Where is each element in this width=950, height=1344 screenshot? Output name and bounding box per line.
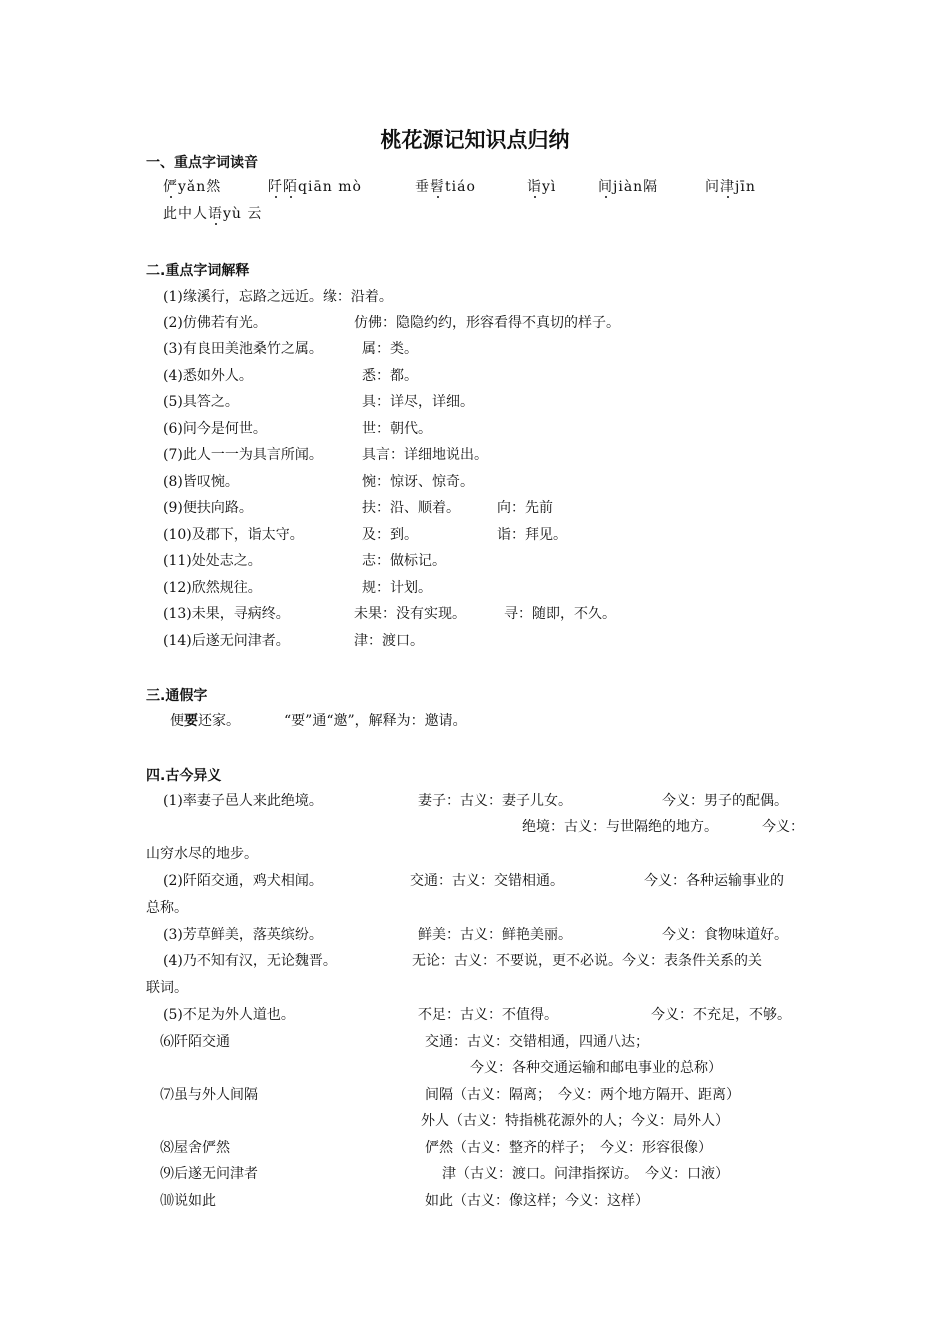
definition-meaning-2: 寻：随即，不久。 bbox=[504, 606, 616, 622]
definition-row: (4)悉如外人。 bbox=[163, 368, 253, 384]
pron-item-7: 此中人语yù 云 bbox=[163, 206, 263, 222]
definition-row: (14)后遂无问津者。 bbox=[163, 633, 290, 649]
ancient-meaning: 鲜美：古义：鲜艳美丽。 bbox=[418, 927, 572, 943]
continued-text: 山穷水尽的地步。 bbox=[146, 846, 258, 862]
definition-meaning: 志：做标记。 bbox=[362, 553, 446, 569]
definition-meaning: 悉：都。 bbox=[362, 368, 418, 384]
definition-row: (6)问今是何世。 bbox=[163, 421, 267, 437]
definition-meaning: 世：朝代。 bbox=[362, 421, 432, 437]
pron-item-5: 间jiàn隔 bbox=[598, 179, 659, 195]
definition-meaning: 具言：详细地说出。 bbox=[362, 447, 488, 463]
definition-row: (7)此人一一为具言所闻。 bbox=[163, 447, 323, 463]
ancient-modern-meaning: 俨然（古义：整齐的样子； 今义：形容很像） bbox=[425, 1140, 712, 1156]
definition-meaning: 惋：惊讶、惊奇。 bbox=[362, 474, 474, 490]
definition-row: (11)处处志之。 bbox=[163, 553, 262, 569]
definition-meaning: 仿佛：隐隐约约，形容看得不真切的样子。 bbox=[354, 315, 620, 331]
pron-item-3: 垂髫tiáo bbox=[415, 179, 476, 195]
ancient-modern-row: ⑽说如此 bbox=[160, 1193, 216, 1209]
ancient-modern-row: (5)不足为外人道也。 bbox=[163, 1007, 295, 1023]
definition-meaning: 具：详尽，详细。 bbox=[362, 394, 474, 410]
pron-item-2: 阡陌qiān mò bbox=[268, 179, 362, 195]
section-heading-definitions: 二.重点字词解释 bbox=[146, 263, 250, 279]
interchangeable-note: “要”通“邀”，解释为：邀请。 bbox=[284, 713, 467, 729]
ancient-modern-meaning: 津（古义：渡口。问津指探访。 今义：口液） bbox=[442, 1166, 729, 1182]
ancient-modern-meaning: 外人（古义：特指桃花源外的人；今义：局外人） bbox=[421, 1113, 729, 1129]
section-heading-ancient-modern: 四.古今异义 bbox=[146, 768, 222, 784]
definition-meaning: 扶：沿、顺着。 bbox=[362, 500, 460, 516]
ancient-modern-row: (2)阡陌交通，鸡犬相闻。 bbox=[163, 873, 323, 889]
ancient-modern-row: ⑹阡陌交通 bbox=[160, 1034, 230, 1050]
definition-meaning: 未果：没有实现。 bbox=[354, 606, 466, 622]
ancient-meaning: 不足：古义：不值得。 bbox=[418, 1007, 558, 1023]
ancient-modern-row: (1)率妻子邑人来此绝境。 bbox=[163, 793, 323, 809]
page-title: 桃花源记知识点归纳 bbox=[380, 128, 570, 152]
ancient-modern-row: (3)芳草鲜美，落英缤纷。 bbox=[163, 927, 323, 943]
modern-meaning: 今义：各种运输事业的 bbox=[644, 873, 784, 889]
definition-row: (5)具答之。 bbox=[163, 394, 239, 410]
section-heading-interchangeable: 三.通假字 bbox=[146, 688, 208, 704]
ancient-modern-row: ⑼后遂无问津者 bbox=[160, 1166, 258, 1182]
definition-meaning: 津：渡口。 bbox=[354, 633, 424, 649]
ancient-meaning: 绝境：古义：与世隔绝的地方。 bbox=[522, 819, 718, 835]
modern-meaning: 今义：不充足，不够。 bbox=[651, 1007, 791, 1023]
modern-meaning: 今义：食物味道好。 bbox=[662, 927, 788, 943]
definition-row: (12)欣然规往。 bbox=[163, 580, 262, 596]
definition-meaning-2: 诣：拜见。 bbox=[497, 527, 567, 543]
continued-text: 联词。 bbox=[146, 980, 188, 996]
definition-row: (1)缘溪行，忘路之远近。缘：沿着。 bbox=[163, 289, 393, 305]
definition-row: (2)仿佛若有光。 bbox=[163, 315, 267, 331]
continued-text: 总称。 bbox=[146, 900, 188, 916]
definition-meaning: 及：到。 bbox=[362, 527, 418, 543]
pron-item-6: 问津jīn bbox=[705, 179, 756, 195]
pron-item-4: 诣yì bbox=[527, 179, 557, 195]
definition-row: (10)及郡下，诣太守。 bbox=[163, 527, 304, 543]
ancient-modern-meaning: 间隔（古义：隔离； 今义：两个地方隔开、距离） bbox=[425, 1087, 740, 1103]
definition-row: (13)未果，寻病终。 bbox=[163, 606, 290, 622]
definition-row: (3)有良田美池桑竹之属。 bbox=[163, 341, 323, 357]
ancient-meaning: 交通：古义：交错相通。 bbox=[410, 873, 564, 889]
definition-meaning: 规：计划。 bbox=[362, 580, 432, 596]
modern-meaning: 今义：各种交通运输和邮电事业的总称） bbox=[470, 1060, 722, 1076]
interchangeable-sentence: 便要还家。 bbox=[170, 713, 240, 729]
pron-item-1: 俨yǎn然 bbox=[163, 179, 222, 195]
ancient-meaning: 妻子：古义：妻子儿女。 bbox=[418, 793, 572, 809]
ancient-modern-row: ⑻屋舍俨然 bbox=[160, 1140, 230, 1156]
ancient-meaning: 交通：古义：交错相通，四通八达； bbox=[425, 1034, 649, 1050]
ancient-modern-meaning: 如此（古义：像这样；今义：这样） bbox=[425, 1193, 649, 1209]
definition-row: (9)便扶向路。 bbox=[163, 500, 253, 516]
definition-row: (8)皆叹惋。 bbox=[163, 474, 239, 490]
section-heading-pronunciation: 一、重点字词读音 bbox=[146, 155, 258, 171]
ancient-meaning: 无论：古义：不要说，更不必说。今义：表条件关系的关 bbox=[412, 953, 762, 969]
definition-meaning: 属：类。 bbox=[362, 341, 418, 357]
modern-meaning: 今义： bbox=[762, 819, 804, 835]
modern-meaning: 今义：男子的配偶。 bbox=[662, 793, 788, 809]
ancient-modern-row: (4)乃不知有汉，无论魏晋。 bbox=[163, 953, 337, 969]
definition-meaning-2: 向：先前 bbox=[497, 500, 553, 516]
ancient-modern-row: ⑺虽与外人间隔 bbox=[160, 1087, 258, 1103]
